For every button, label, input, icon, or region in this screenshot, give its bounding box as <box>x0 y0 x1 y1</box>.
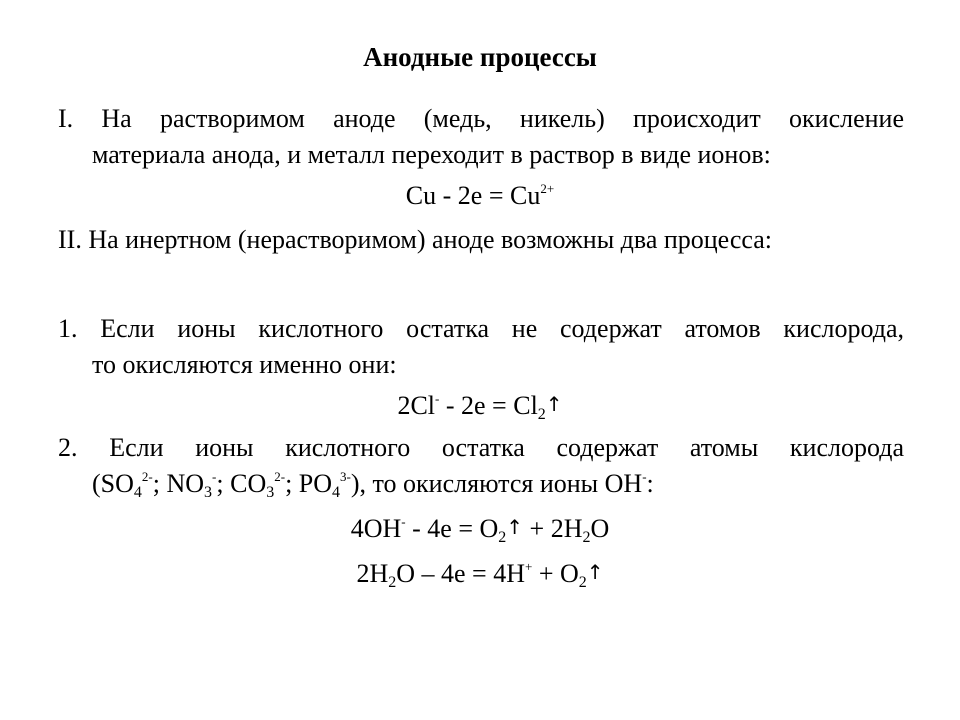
charge-superscript: - <box>212 469 217 484</box>
equation-text: - 4e = O <box>405 514 499 543</box>
paragraph-line: II. На инертном (нерастворимом) аноде возможны два процесса: <box>58 225 773 254</box>
equation-hydroxide-oxidation <box>0 509 960 547</box>
index-subscript: 2 <box>582 529 591 546</box>
equation-text: Cu - 2e = Cu <box>405 181 541 210</box>
equation-chloride-oxidation <box>0 386 960 424</box>
paragraph-oxygen-free-ions-cont <box>58 347 904 383</box>
paragraph-oxygen-free-ions <box>58 311 904 347</box>
charge-superscript: - <box>401 514 406 529</box>
ion-text: ; CO <box>216 469 267 498</box>
paragraph-line: I. На растворимом аноде (медь, никель) происходит окисление <box>58 104 904 133</box>
paragraph-line: 1. Если ионы кислотного остатка не содержат атомов кислорода, <box>58 314 904 343</box>
equation-text: - 2e = Cl <box>439 391 538 420</box>
charge-superscript: 2- <box>274 469 286 484</box>
paragraph-soluble-anode-cont <box>58 137 904 173</box>
up-arrow-icon: ↑ <box>545 392 563 416</box>
ion-text: ; PO <box>285 469 333 498</box>
paragraph-oxygen-ions <box>58 430 904 466</box>
equation-text: 4OH <box>350 514 402 543</box>
equation-text: O <box>590 514 610 543</box>
charge-superscript: - <box>435 391 440 406</box>
index-subscript: 3 <box>266 484 275 501</box>
ion-text: ), то окисляются ионы OH <box>350 469 643 498</box>
paragraph-inert-anode <box>58 222 904 258</box>
charge-superscript: 3- <box>340 469 351 484</box>
charge-superscript: 2- <box>141 469 153 484</box>
up-arrow-icon: ↑ <box>586 560 604 584</box>
index-subscript: 2 <box>537 406 546 423</box>
charge-superscript: - <box>642 469 647 484</box>
paragraph-line: материала анода, и металл переходит в раствор в виде ионов: <box>92 140 771 169</box>
index-subscript: 4 <box>133 484 142 501</box>
paragraph-line: 2. Если ионы кислотного остатка содержат атомы кислорода <box>58 433 904 462</box>
equation-copper-oxidation <box>0 178 960 214</box>
equation-water-oxidation <box>0 554 960 592</box>
paragraph-oxygen-ions-cont <box>58 466 904 502</box>
up-arrow-icon: ↑ <box>506 515 524 539</box>
charge-superscript: 2+ <box>540 181 555 196</box>
index-subscript: 2 <box>388 574 397 591</box>
slide-title: Анодные процессы <box>363 42 597 72</box>
equation-text: + O <box>532 559 579 588</box>
ion-text: : <box>646 469 654 498</box>
paragraph-line: то окисляются именно они: <box>92 350 397 379</box>
ion-text: (SO <box>92 469 134 498</box>
charge-superscript: + <box>524 559 533 574</box>
index-subscript: 3 <box>204 484 213 501</box>
equation-text: + 2H <box>523 514 583 543</box>
ion-text: ; NO <box>152 469 205 498</box>
index-subscript: 4 <box>332 484 341 501</box>
equation-text: 2H <box>356 559 389 588</box>
paragraph-soluble-anode <box>58 101 904 137</box>
index-subscript: 2 <box>498 529 507 546</box>
equation-text: O – 4e = 4H <box>396 559 525 588</box>
equation-text: 2Cl <box>397 391 436 420</box>
index-subscript: 2 <box>578 574 587 591</box>
